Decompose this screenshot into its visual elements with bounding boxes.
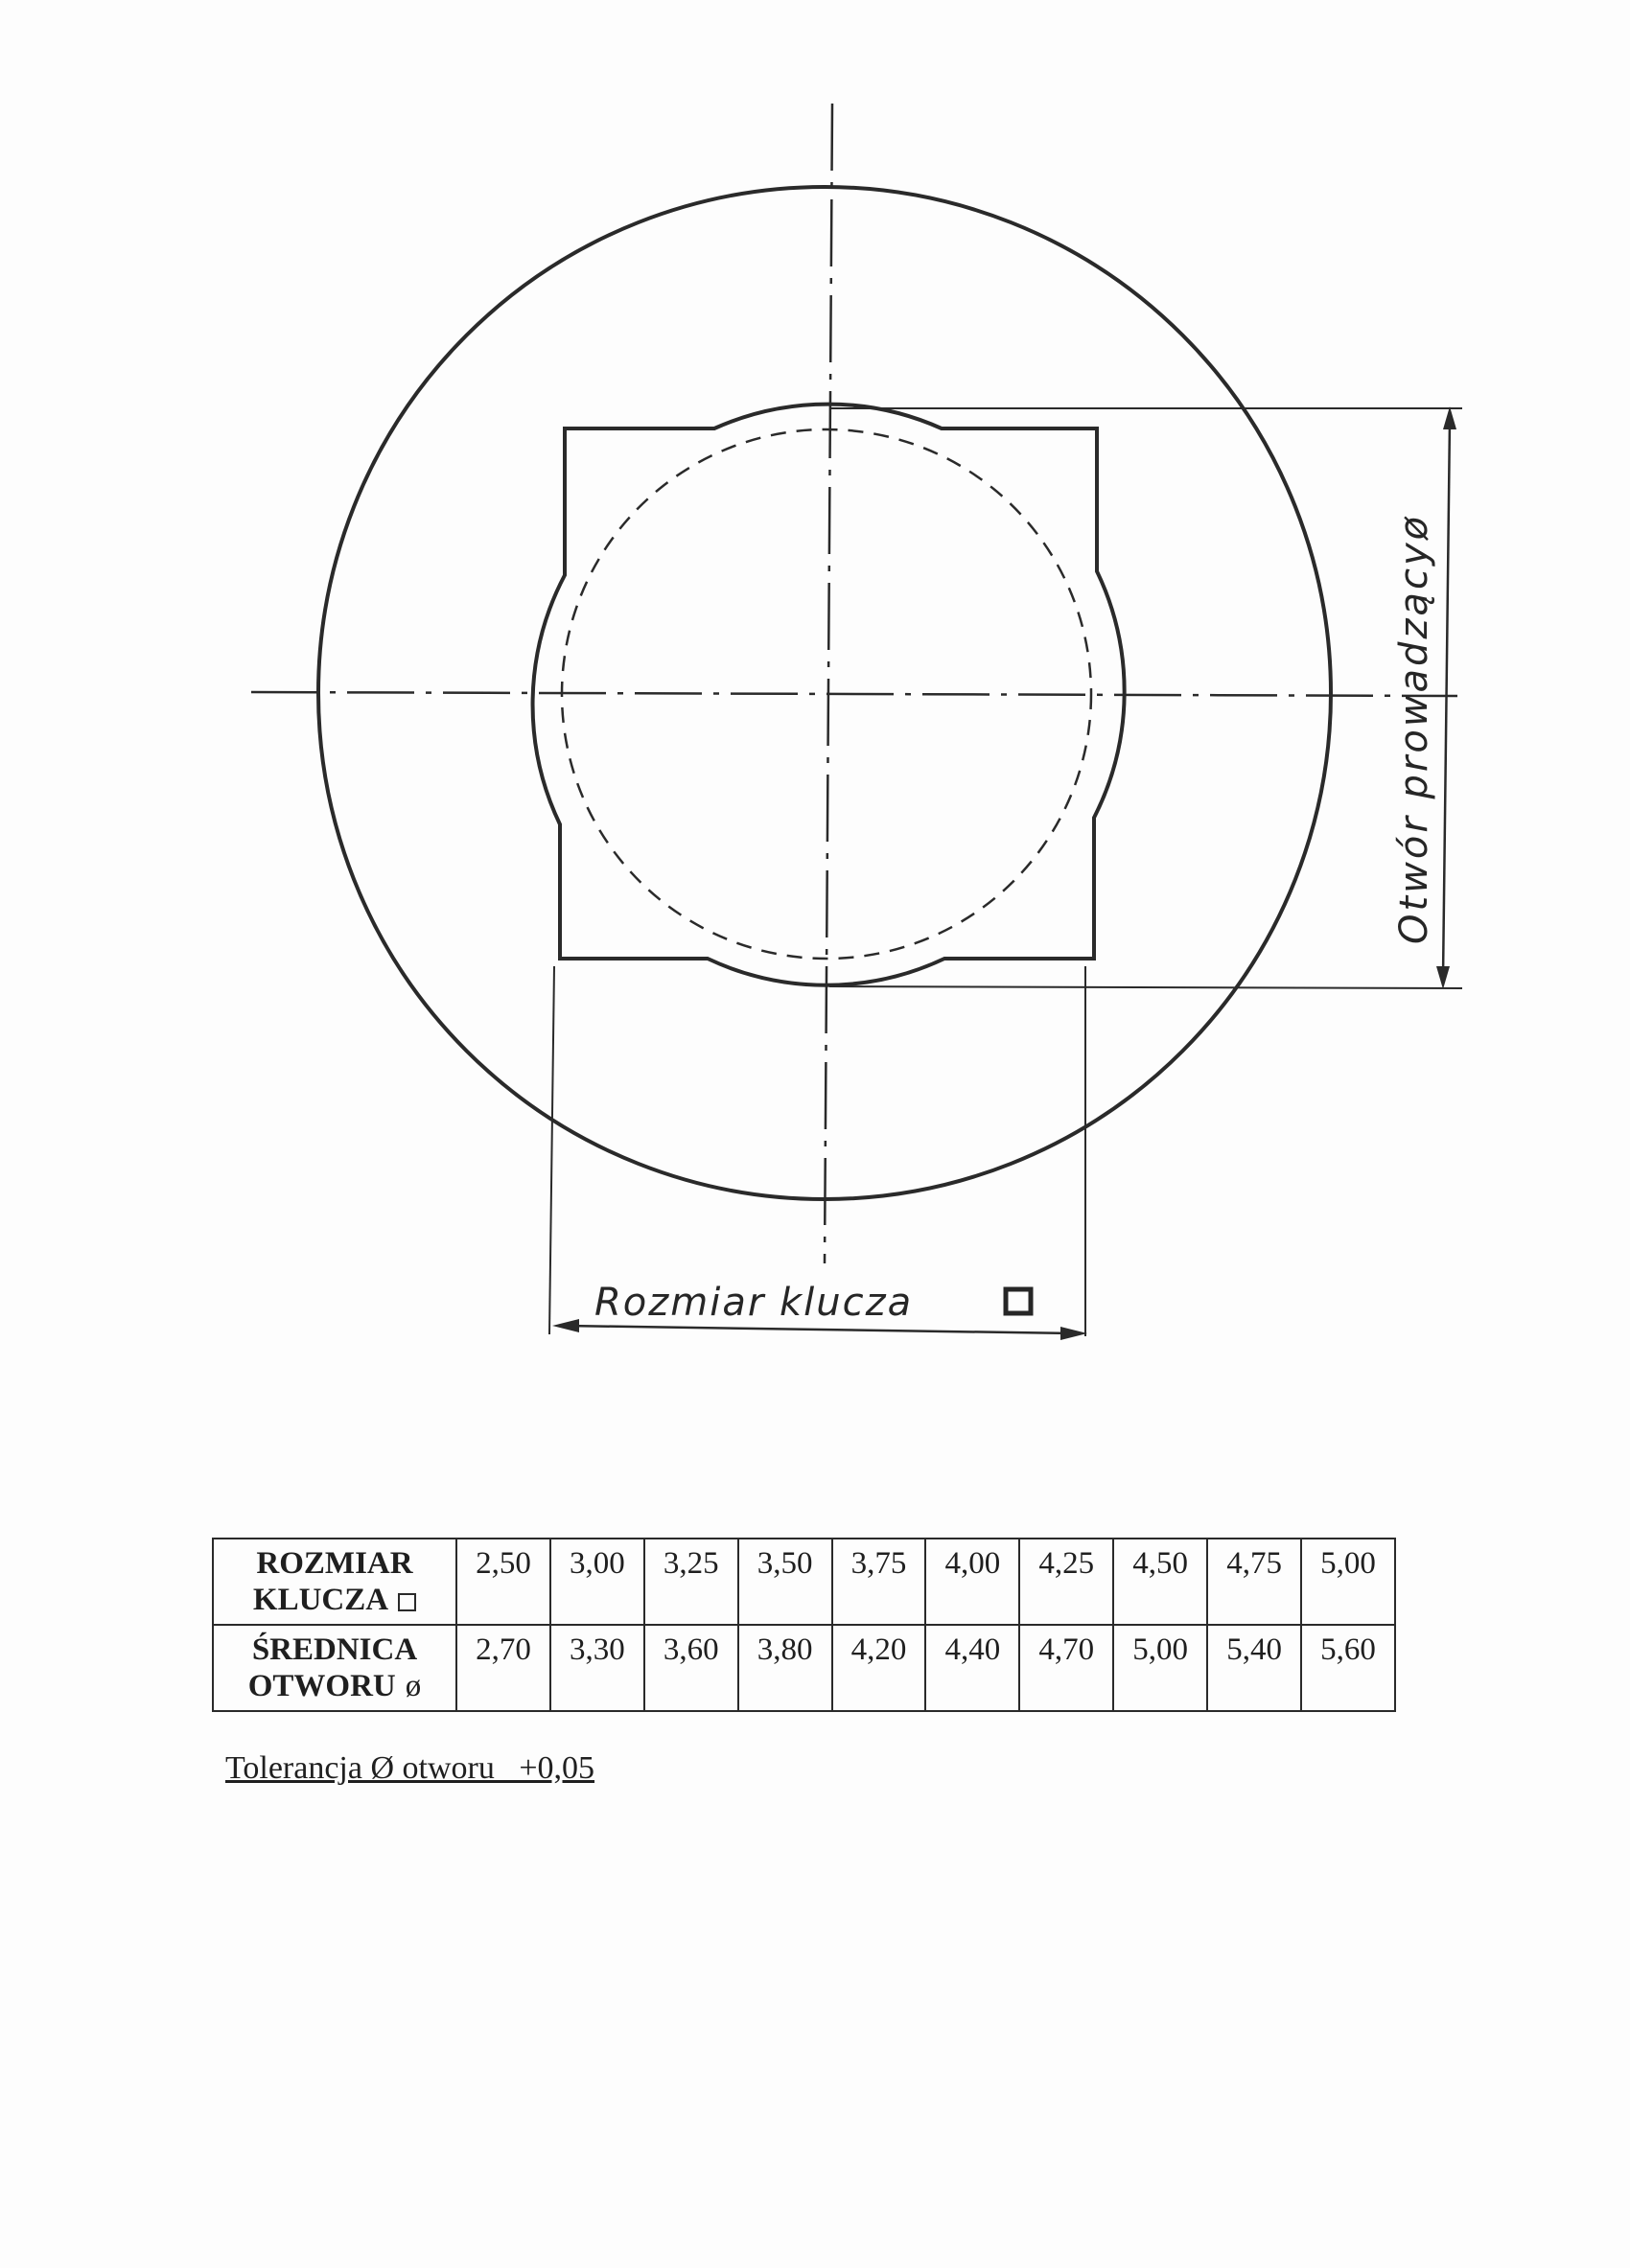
table-cell: 2,70 — [456, 1625, 550, 1711]
tolerance-note: Tolerancja Ø otworu +0,05 — [225, 1750, 595, 1786]
vertical-centerline — [825, 104, 832, 1263]
table-cell: 3,60 — [644, 1625, 738, 1711]
table-row-key-size — [213, 1539, 1395, 1625]
header-line1: ROZMIAR — [256, 1546, 413, 1581]
row-header-key-size — [213, 1539, 456, 1625]
table-cell: 4,75 — [1207, 1539, 1301, 1625]
table-cell: 4,50 — [1113, 1539, 1207, 1625]
guide-hole-diameter-symbol: ø — [1392, 513, 1436, 541]
table-cell: 3,50 — [738, 1539, 832, 1625]
diameter-icon: ø — [405, 1669, 422, 1703]
table-row-hole-diameter — [213, 1625, 1395, 1711]
row-header-hole-diameter — [213, 1625, 456, 1711]
arrowhead-top — [1443, 406, 1456, 429]
table-cell: 3,30 — [550, 1625, 644, 1711]
table-cell: 3,00 — [550, 1539, 644, 1625]
table-cell: 4,20 — [832, 1625, 926, 1711]
guide-hole-label-text: Otwór prowadzący — [1392, 540, 1436, 944]
key-size-square-symbol — [1006, 1289, 1031, 1313]
guide-hole-label — [1392, 514, 1436, 944]
extension-line-left — [549, 966, 554, 1334]
table-cell: 3,75 — [832, 1539, 926, 1625]
table-cell: 3,25 — [644, 1539, 738, 1625]
table-cell: 4,40 — [925, 1625, 1019, 1711]
table-cell: 5,40 — [1207, 1625, 1301, 1711]
extension-line-bottom — [829, 986, 1462, 988]
table-cell: 5,00 — [1113, 1625, 1207, 1711]
table-cell: 4,70 — [1019, 1625, 1113, 1711]
header-line1: ŚREDNICA — [251, 1632, 418, 1667]
table-cell: 4,25 — [1019, 1539, 1113, 1625]
table-cell: 4,00 — [925, 1539, 1019, 1625]
key-size-label: Rozmiar klucza — [594, 1281, 914, 1325]
dimension-line-guide-hole — [1443, 420, 1450, 978]
square-icon — [398, 1593, 416, 1611]
horizontal-centerline — [251, 692, 1457, 696]
header-line2: KLUCZA — [252, 1583, 389, 1617]
arrowhead-left — [552, 1319, 579, 1332]
table-cell: 5,00 — [1301, 1539, 1395, 1625]
table-cell: 5,60 — [1301, 1625, 1395, 1711]
header-line2: OTWORU — [247, 1669, 396, 1703]
arrowhead-right — [1060, 1327, 1087, 1340]
dimension-line-key-size — [566, 1326, 1074, 1333]
arrowhead-bottom — [1436, 966, 1450, 989]
dimension-table — [212, 1538, 1396, 1712]
table-cell: 3,80 — [738, 1625, 832, 1711]
table-cell: 2,50 — [456, 1539, 550, 1625]
